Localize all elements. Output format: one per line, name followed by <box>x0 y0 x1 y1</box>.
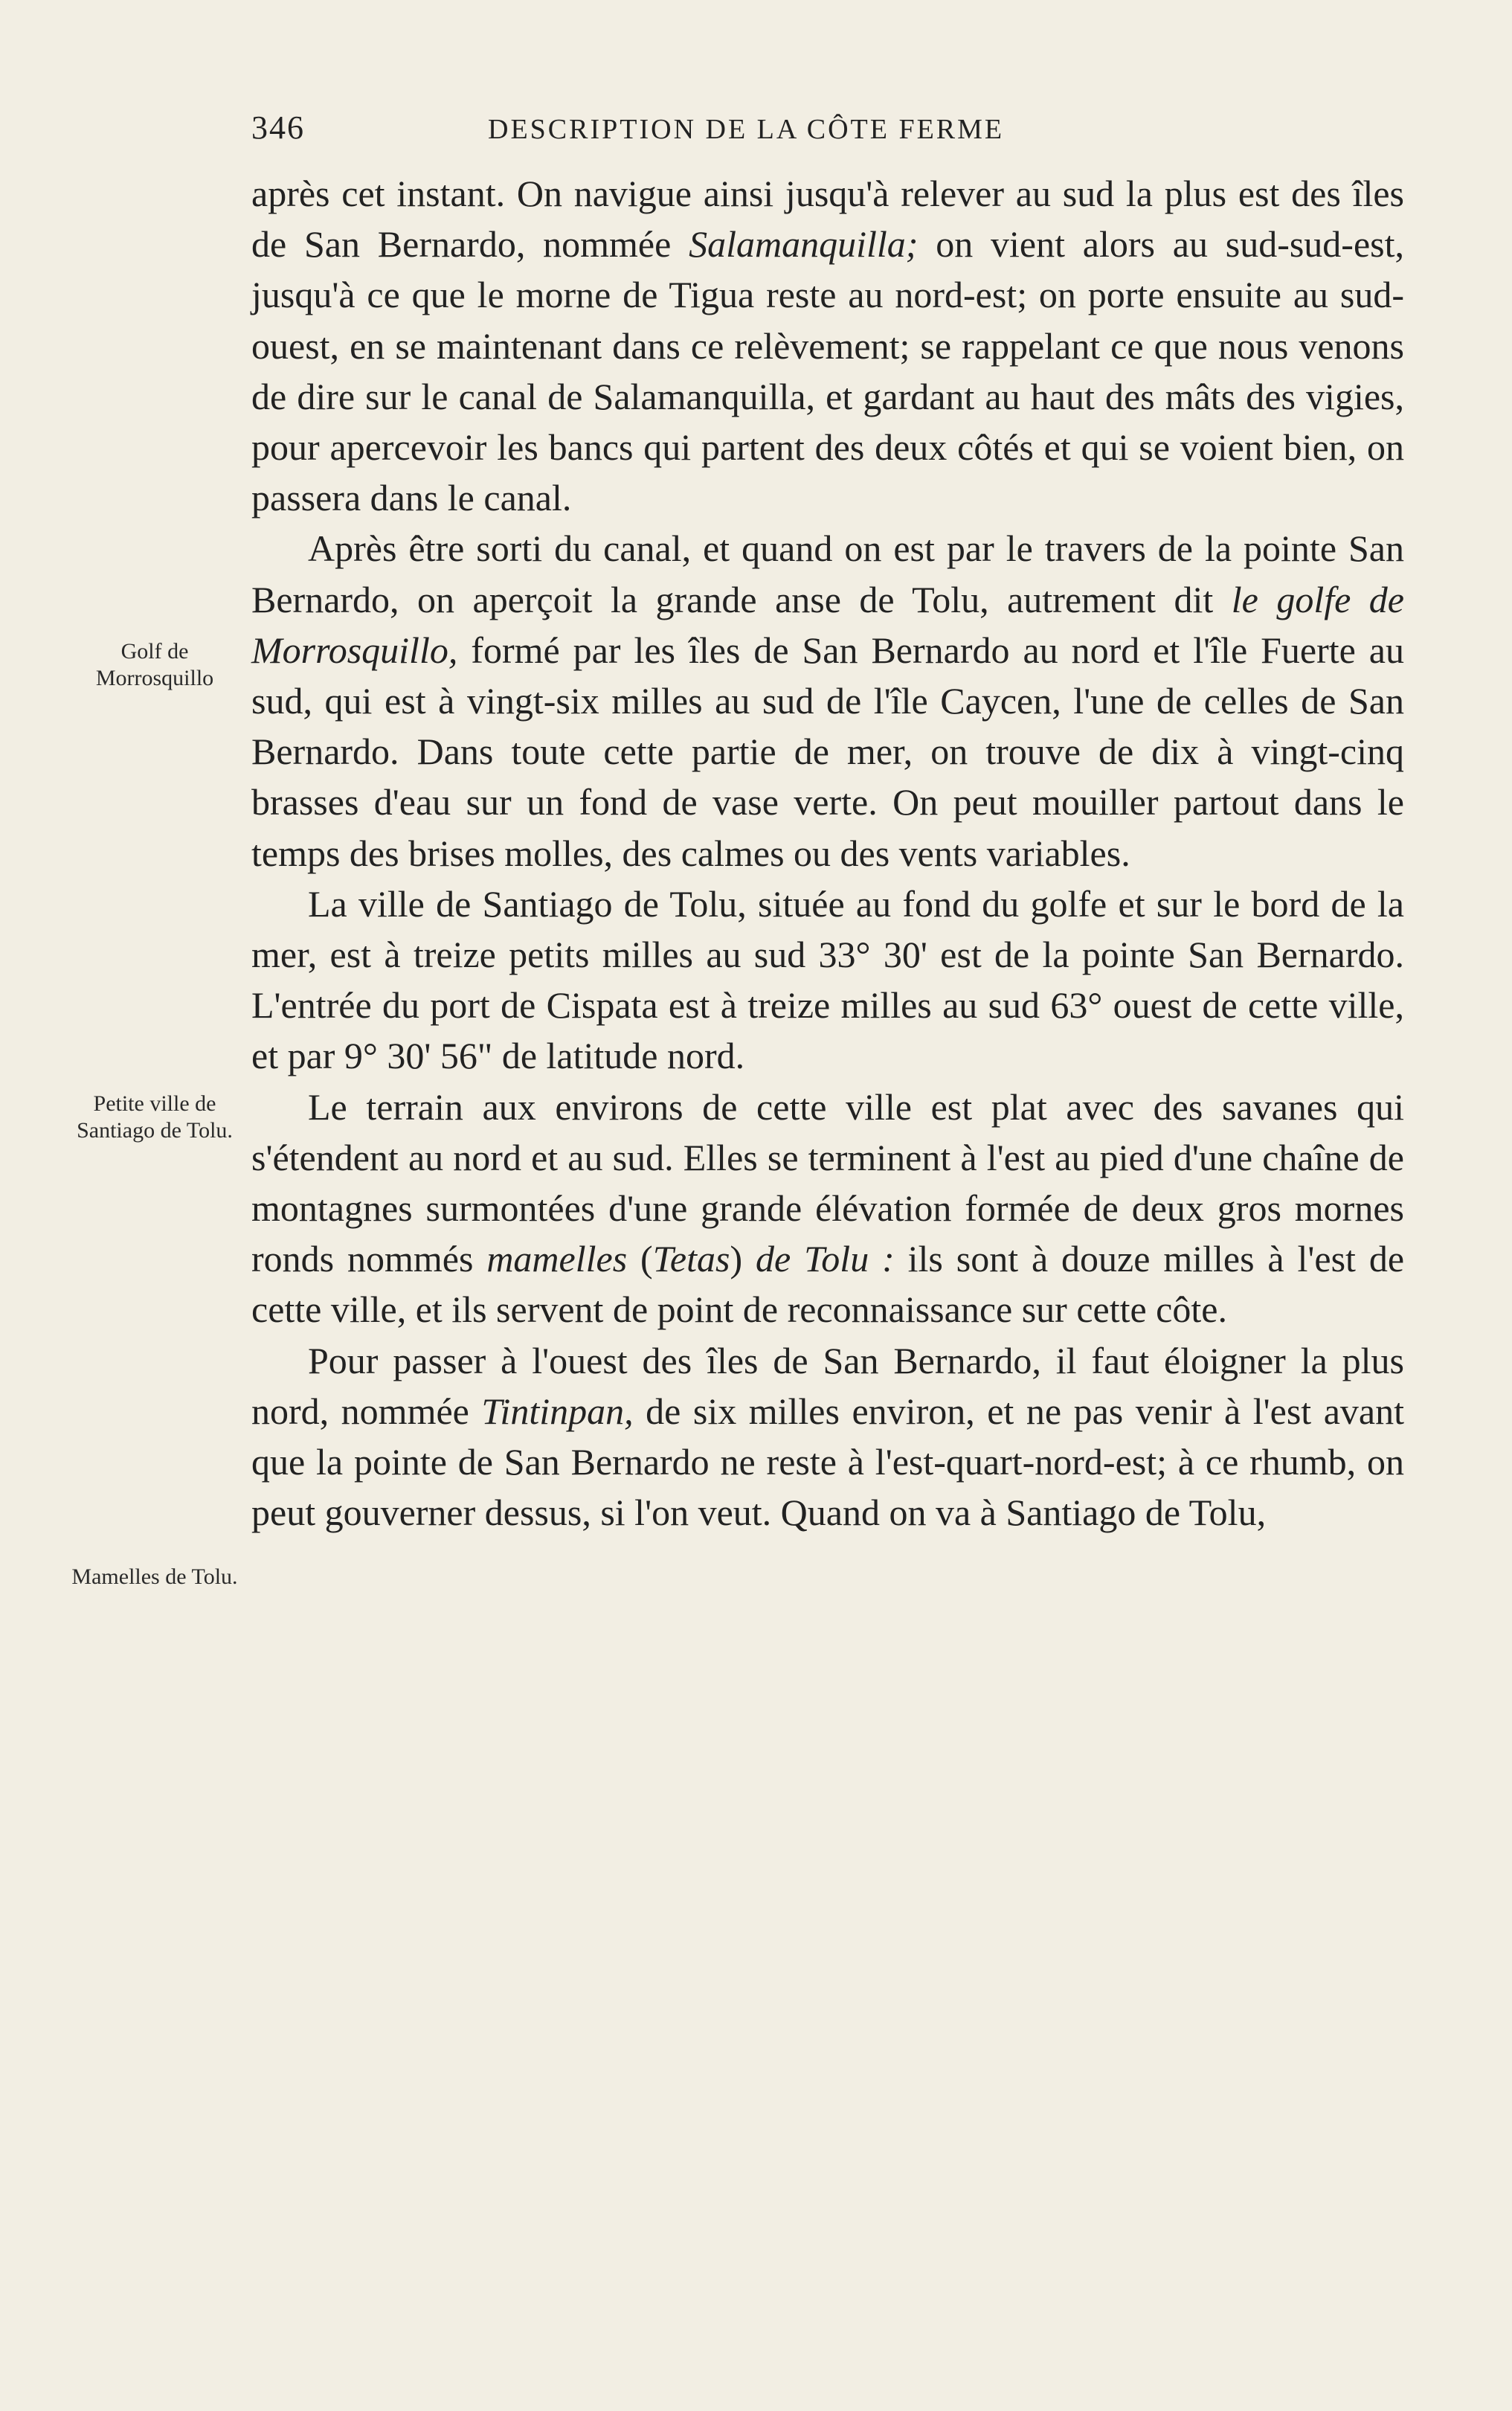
text-run: ) <box>730 1238 756 1280</box>
running-title: DESCRIPTION DE LA CÔTE FERME <box>488 114 1005 145</box>
page-number: 346 <box>251 109 305 146</box>
paragraph-5 <box>251 1335 1404 1538</box>
italic-text: de Tolu : <box>756 1238 895 1280</box>
text-run: on vient alors au sud-sud-est, jusqu'à ce que le morne de Tigua reste au nord-est; on porte ensuite au sud-ouest, en se maintenant dans ce relèvement; se rappelant ce que nous venons de dire sur le canal de Salamanquilla, et gardant au haut des mâts des vigies, pour apercevoir les bancs qui partent des deux côtés et qui se voient bien, on passera dans le canal. <box>251 223 1404 519</box>
page-header <box>251 109 1404 156</box>
text-run: ( <box>627 1238 653 1280</box>
text-run: ils sont à douze milles à l'est de cette ville, et ils servent de point de reconnaissance sur cette côte. <box>251 1238 1405 1331</box>
italic-text: Tintinpan, <box>481 1390 634 1432</box>
paragraph-4 <box>251 1082 1404 1335</box>
margin-note-mamelles: Mamelles de Tolu. <box>71 1564 238 1589</box>
margin-note-golf: Golf de Morrosquillo <box>95 639 214 690</box>
text-run: Après être sorti du canal, et quand on est par le travers de la pointe San Bernardo, on aperçoit la grande anse de Tolu, autrement dit <box>251 527 1404 620</box>
text-run: formé par les îles de San Bernardo au nord et l'île Fuerte au sud, qui est à vingt-six milles au sud de l'île Caycen, l'une de celles de San Bernardo. Dans toute cette partie de mer, on trouve de dix à vingt-cinq brasses d'eau sur un fond de vase verte. On peut mouiller partout dans le temps des brises molles, des calmes ou des vents variables. <box>251 629 1404 874</box>
paragraph-3 <box>251 879 1404 1082</box>
italic-text: le golfe de Morrosquillo, <box>251 578 1404 671</box>
italic-text: mamelles <box>486 1238 628 1280</box>
text-run: Pour passer à l'ouest des îles de San Bernardo, il faut éloigner la plus nord, nommée <box>251 1339 1404 1432</box>
margin-note-santiago: Petite ville de Santiago de Tolu. <box>77 1091 233 1143</box>
italic-text: Tetas <box>652 1238 730 1280</box>
text-run: Le terrain aux environs de cette ville est plat avec des savanes qui s'étendent au nord et au sud. Elles se terminent à l'est au pied d'une chaîne de montagnes surmontées d'une grande élévation formée de deux gros mornes ronds nommés <box>251 1085 1404 1280</box>
body-text <box>251 168 1404 1538</box>
text-run: de six milles environ, et ne pas venir à l'est avant que la pointe de San Bernardo ne reste à l'est-quart-nord-est; à ce rhumb, on peut gouverner dessus, si l'on veut. Quand on va à Santiago de Tolu, <box>251 1390 1404 1534</box>
paragraph-2 <box>251 523 1404 878</box>
paragraph-1 <box>251 168 1404 523</box>
text-run: La ville de Santiago de Tolu, située au fond du golfe et sur le bord de la mer, est à treize petits milles au sud 33° 30' est de la pointe San Bernardo. L'entrée du port de Cispata est à treize milles au sud 63° ouest de cette ville, et par 9° 30' 56" de latitude nord. <box>251 882 1404 1077</box>
italic-text: Salamanquilla; <box>689 223 919 266</box>
text-run: après cet instant. On navigue ainsi jusqu'à relever au sud la plus est des îles de San Bernardo, nommée <box>251 173 1404 266</box>
